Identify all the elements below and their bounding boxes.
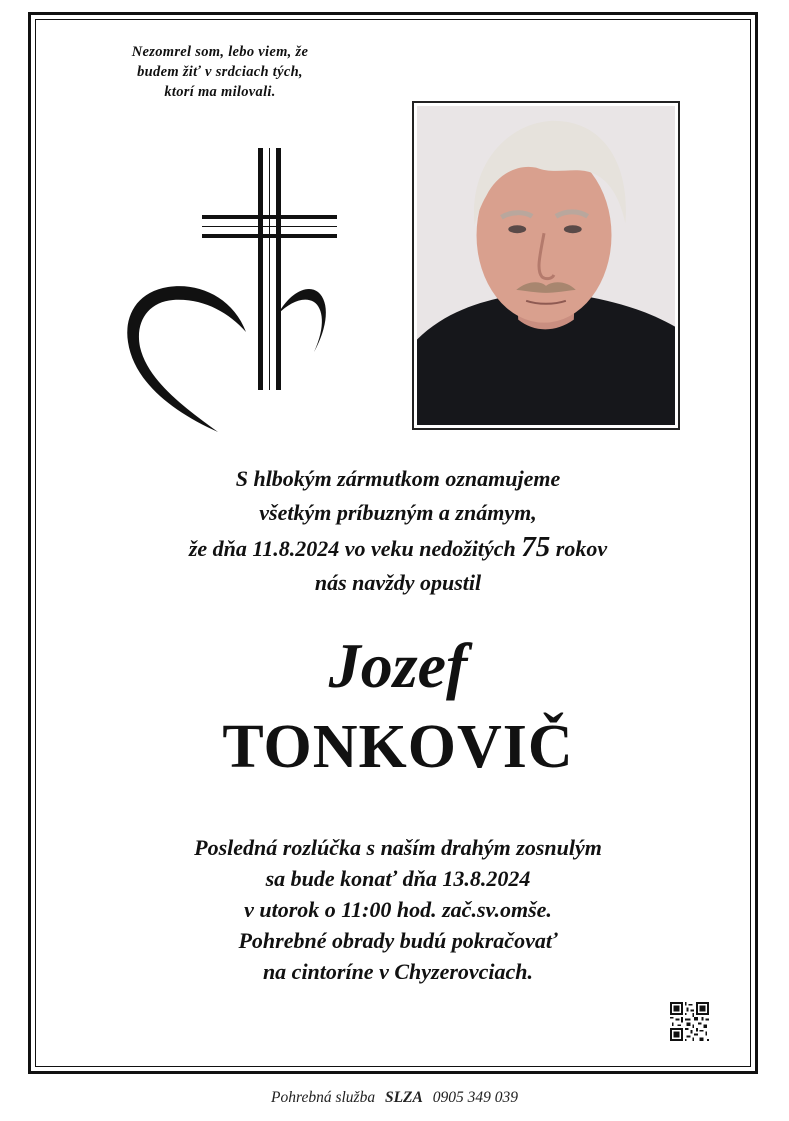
cross-heart-icon xyxy=(118,142,348,434)
motto-line: ktorí ma milovali. xyxy=(164,84,276,100)
footer-funeral-service xyxy=(0,1088,789,1108)
announcement-line: nás navždy opustil xyxy=(314,570,482,595)
age-value: 75 xyxy=(521,531,551,563)
announcement-date-prefix: že dňa 11.8.2024 vo veku nedožitých xyxy=(188,536,516,561)
funeral-details xyxy=(60,832,736,987)
funeral-line: Posledná rozlúčka s naším drahým zosnulým xyxy=(194,835,602,860)
funeral-line: v utorok o 11:00 hod. zač.sv.omše. xyxy=(244,897,552,922)
deceased-first-name: Jozef xyxy=(328,630,468,701)
service-label: Pohrebná služba xyxy=(271,1089,376,1106)
announcement-text xyxy=(60,462,736,600)
funeral-line: sa bude konať dňa 13.8.2024 xyxy=(265,866,531,891)
funeral-line: na cintoríne v Chyzerovciach. xyxy=(262,959,534,984)
announcement-line: S hlbokým zármutkom oznamujeme xyxy=(235,466,561,491)
announcement-line: všetkým príbuzným a známym, xyxy=(259,500,537,525)
qr-code-icon[interactable] xyxy=(670,1002,709,1041)
motto-line: Nezomrel som, lebo viem, že xyxy=(131,44,309,60)
announcement-date-suffix: rokov xyxy=(555,536,608,561)
service-brand: SLZA xyxy=(384,1089,423,1106)
motto-line: budem žiť v srdciach tých, xyxy=(137,64,303,80)
deceased-last-name: TONKOVIČ xyxy=(222,713,574,781)
announcement-date-line xyxy=(60,530,736,566)
motto-quote xyxy=(60,42,380,102)
funeral-line: Pohrebné obrady budú pokračovať xyxy=(238,928,558,953)
portrait-photo xyxy=(412,101,680,430)
portrait-image xyxy=(417,106,675,425)
service-phone: 0905 349 039 xyxy=(432,1089,518,1106)
